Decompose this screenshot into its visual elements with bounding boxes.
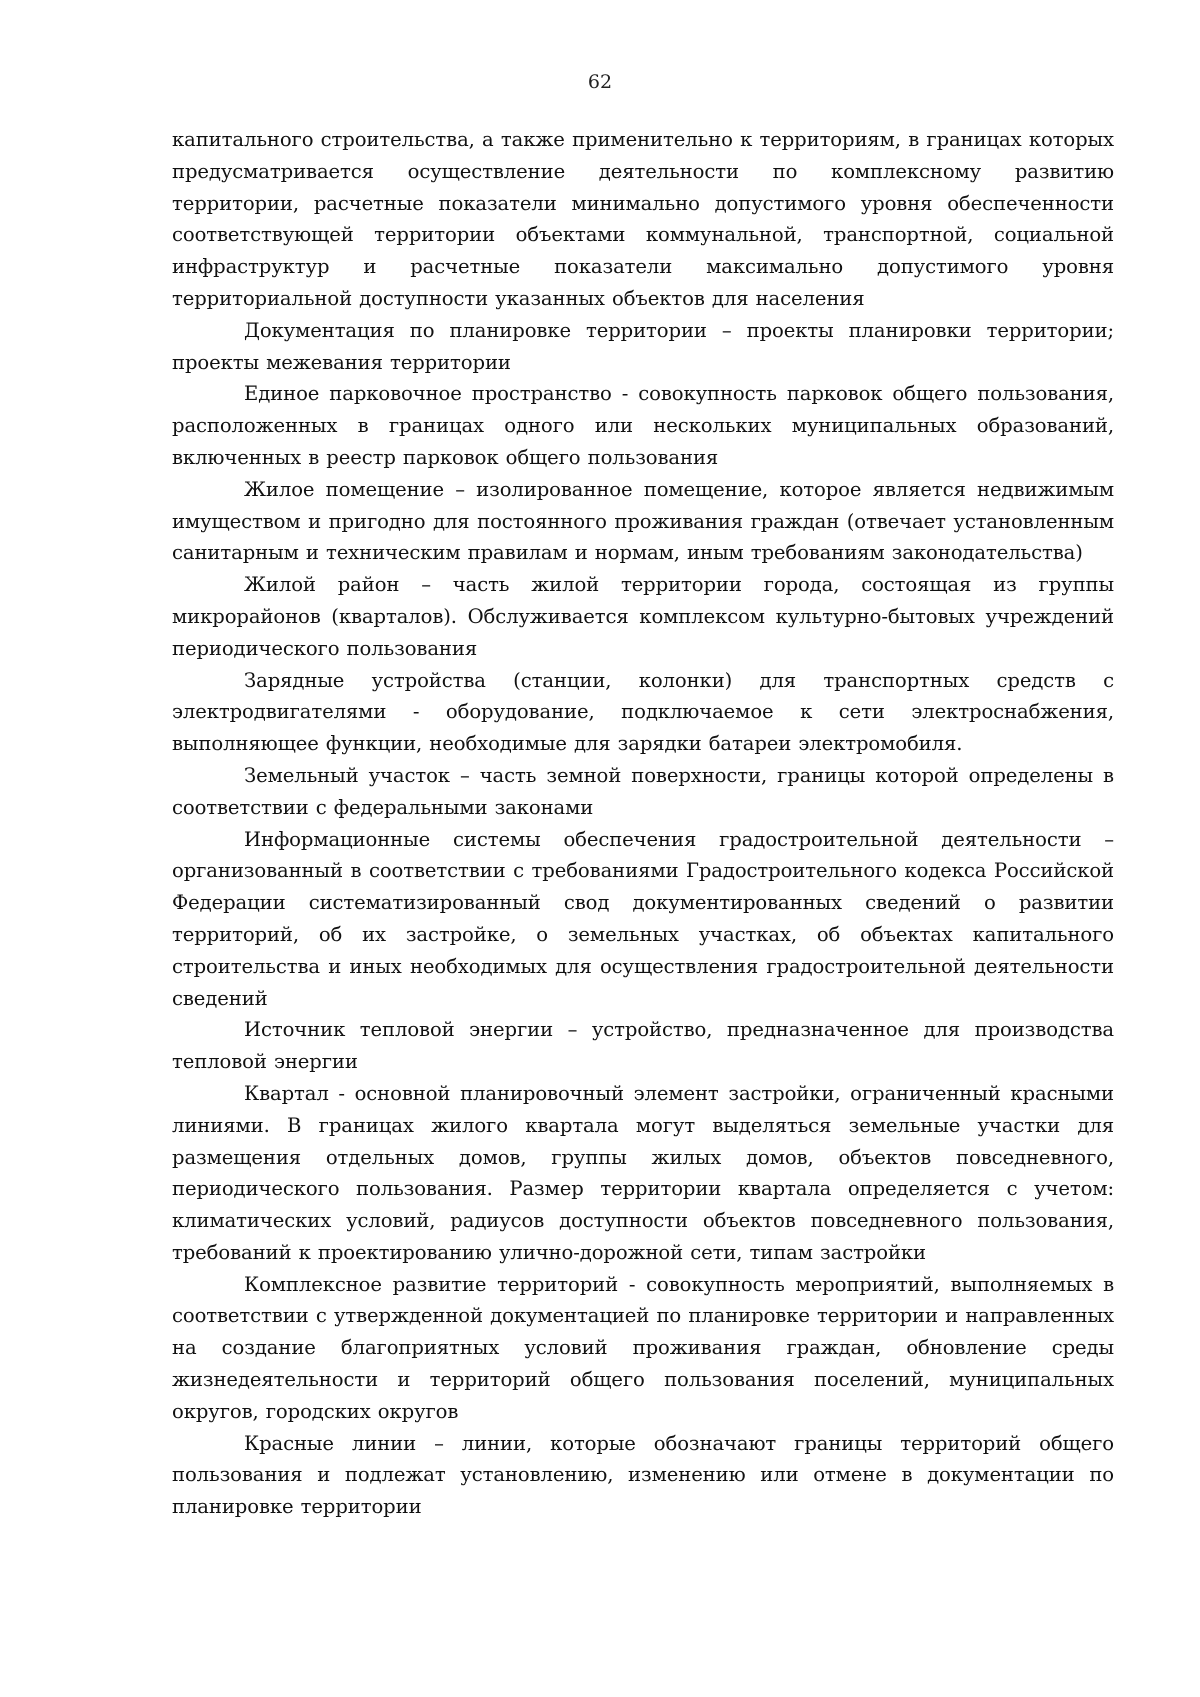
definition-charging-devices: Зарядные устройства (станции, колонки) для транспортных средств с электродвигателями - оборудование, подключаемое к сети электроснабжения, выполняющее функции, необходимые для зарядки батареи электромобиля. [172,668,1114,756]
definition-residential-district: Жилой район – часть жилой территории города, состоящая из группы микрорайонов (кварталов). Обслуживается комплексом культурно-бытовых учреждений периодического пользования [172,573,1114,660]
definition-heat-source: Источник тепловой энергии – устройство, предназначенное для производства тепловой энергии [172,1018,1114,1074]
definition-parking-space: Единое парковочное пространство - совокупность парковок общего пользования, расположенных в границах одного или нескольких муниципальных образований, включенных в реестр парковок общего пользования [172,382,1114,469]
definition-residential-premises: Жилое помещение – изолированное помещение, которое является недвижимым имуществом и пригодно для постоянного проживания граждан (отвечает установленным санитарным и техническим правилам и нормам, иным требованиям законодательства) [172,477,1114,565]
definition-block: Квартал - основной планировочный элемент застройки, ограниченный красными линиями. В границах жилого квартала могут выделяться земельные участки для размещения отдельных домов, группы жилых домов, объектов повседневного, периодического пользования. Размер территории квартала определяется с учетом: климатических условий, радиусов доступности объектов повседневного пользования, требований к проектированию улично-дорожной сети, типам застройки [172,1081,1114,1264]
paragraph-continuation: капитального строительства, а также применительно к территориям, в границах которых предусматривается осуществление деятельности по комплексному развитию территории, расчетные показатели минимально допустимого уровня обеспеченности соответствующей территории объектами коммунальной, транспортной, социальной инфраструктур и расчетные показатели максимально допустимого уровня территориальной доступности указанных объектов для населения [172,128,1114,310]
definition-complex-development: Комплексное развитие территорий - совокупность мероприятий, выполняемых в соответствии с утвержденной документацией по планировке территории и направленных на создание благоприятных условий проживания граждан, обновление среды жизнедеятельности и территорий общего пользования поселений, муниципальных округов, городских округов [172,1272,1114,1423]
definition-planning-documentation: Документация по планировке территории – проекты планировки территории; проекты межевания территории [172,318,1114,374]
page-number: 62 [587,71,613,93]
definition-red-lines: Красные линии – линии, которые обозначают границы территорий общего пользования и подлежат установлению, изменению или отмене в документации по планировке территории [172,1431,1114,1519]
definition-information-systems: Информационные системы обеспечения градостроительной деятельности – организованный в соответствии с требованиями Градостроительного кодекса Российской Федерации систематизированный свод документированных сведений о развитии территорий, об их застройке, о земельных участках, об объектах капитального строительства и иных необходимых для осуществления градостроительной деятельности сведений [172,827,1114,1010]
document-body [172,124,1114,1523]
definition-land-plot: Земельный участок – часть земной поверхности, границы которой определены в соответствии с федеральными законами [172,763,1114,819]
